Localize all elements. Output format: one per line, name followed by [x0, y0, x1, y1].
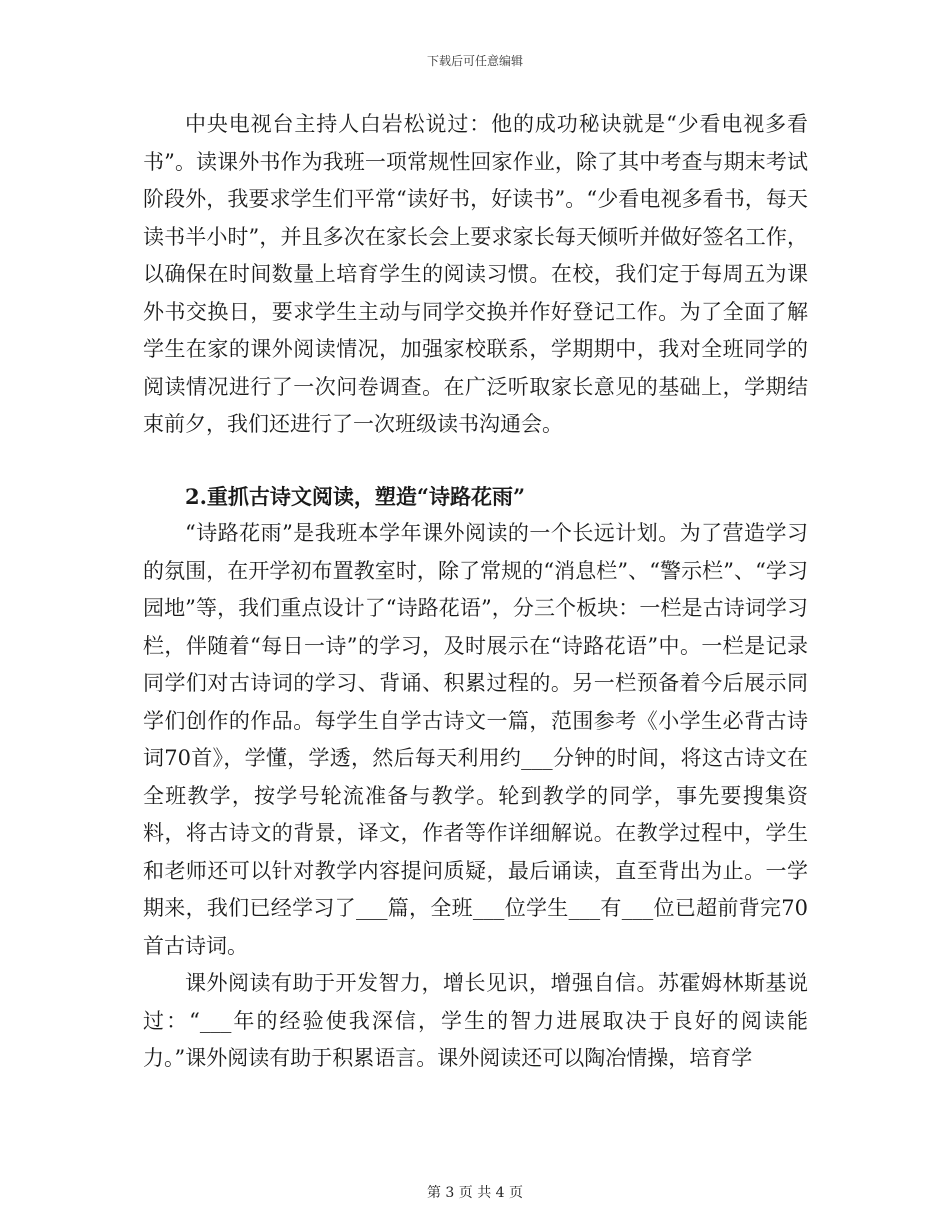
paragraph-poetry-plan: “诗路花雨”是我班本学年课外阅读的一个长远计划。为了营造学习的氛围，在开学初布置教室时，除了常规的“消息栏”、“警示栏”、“学习园地”等，我们重点设计了“诗路花语”，分三个板块：一栏是古诗词学习栏，伴随着“每日一诗”的学习，及时展示在“诗路花语”中。一栏是记录同学们对古诗词的学习、背诵、积累过程的。另一栏预备着今后展示同学们创作的作品。每学生自学古诗文一篇，范围参考《小学生必背古诗词70首》，学懂，学透，然后每天利用约___分钟的时间，将这古诗文在全班教学，按学号轮流准备与教学。轮到教学的同学，事先要搜集资料，将古诗文的背景，译文，作者等作详细解说。在教学过程中，学生和老师还可以针对教学内容提问质疑，最后诵读，直至背出为止。一学期来，我们已经学习了___篇，全班___位学生___有___位已超前背完70首古诗词。: [143, 521, 808, 958]
page-footer: 第 3 页 共 4 页: [426, 1185, 524, 1201]
paragraph-reading-benefits: 课外阅读有助于开发智力，增长见识，增强自信。苏霍姆林斯基说过：“___年的经验使我深信，学生的智力进展取决于良好的阅读能力。”课外阅读有助于积累语言。课外阅读还可以陶冶情操，培育学: [143, 971, 808, 1070]
paragraph-reading-habits: 中央电视台主持人白岩松说过：他的成功秘诀就是“少看电视多看书”。读课外书作为我班一项常规性回家作业，除了其中考查与期末考试阶段外，我要求学生们平常“读好书，好读书”。“少看电视多看书，每天读书半小时”，并且多次在家长会上要求家长每天倾听并做好签名工作，以确保在时间数量上培育学生的阅读习惯。在校，我们定于每周五为课外书交换日，要求学生主动与同学交换并作好登记工作。为了全面了解学生在家的课外阅读情况，加强家校联系，学期期中，我对全班同学的阅读情况进行了一次问卷调查。在广泛听取家长意见的基础上，学期结束前夕，我们还进行了一次班级读书沟通会。: [143, 112, 808, 436]
section-heading-ancient-poetry: 2.重抓古诗文阅读，塑造“诗路花雨”: [185, 483, 526, 509]
document-body: [143, 106, 808, 1078]
page-header: 下载后可任意编辑: [426, 54, 523, 68]
